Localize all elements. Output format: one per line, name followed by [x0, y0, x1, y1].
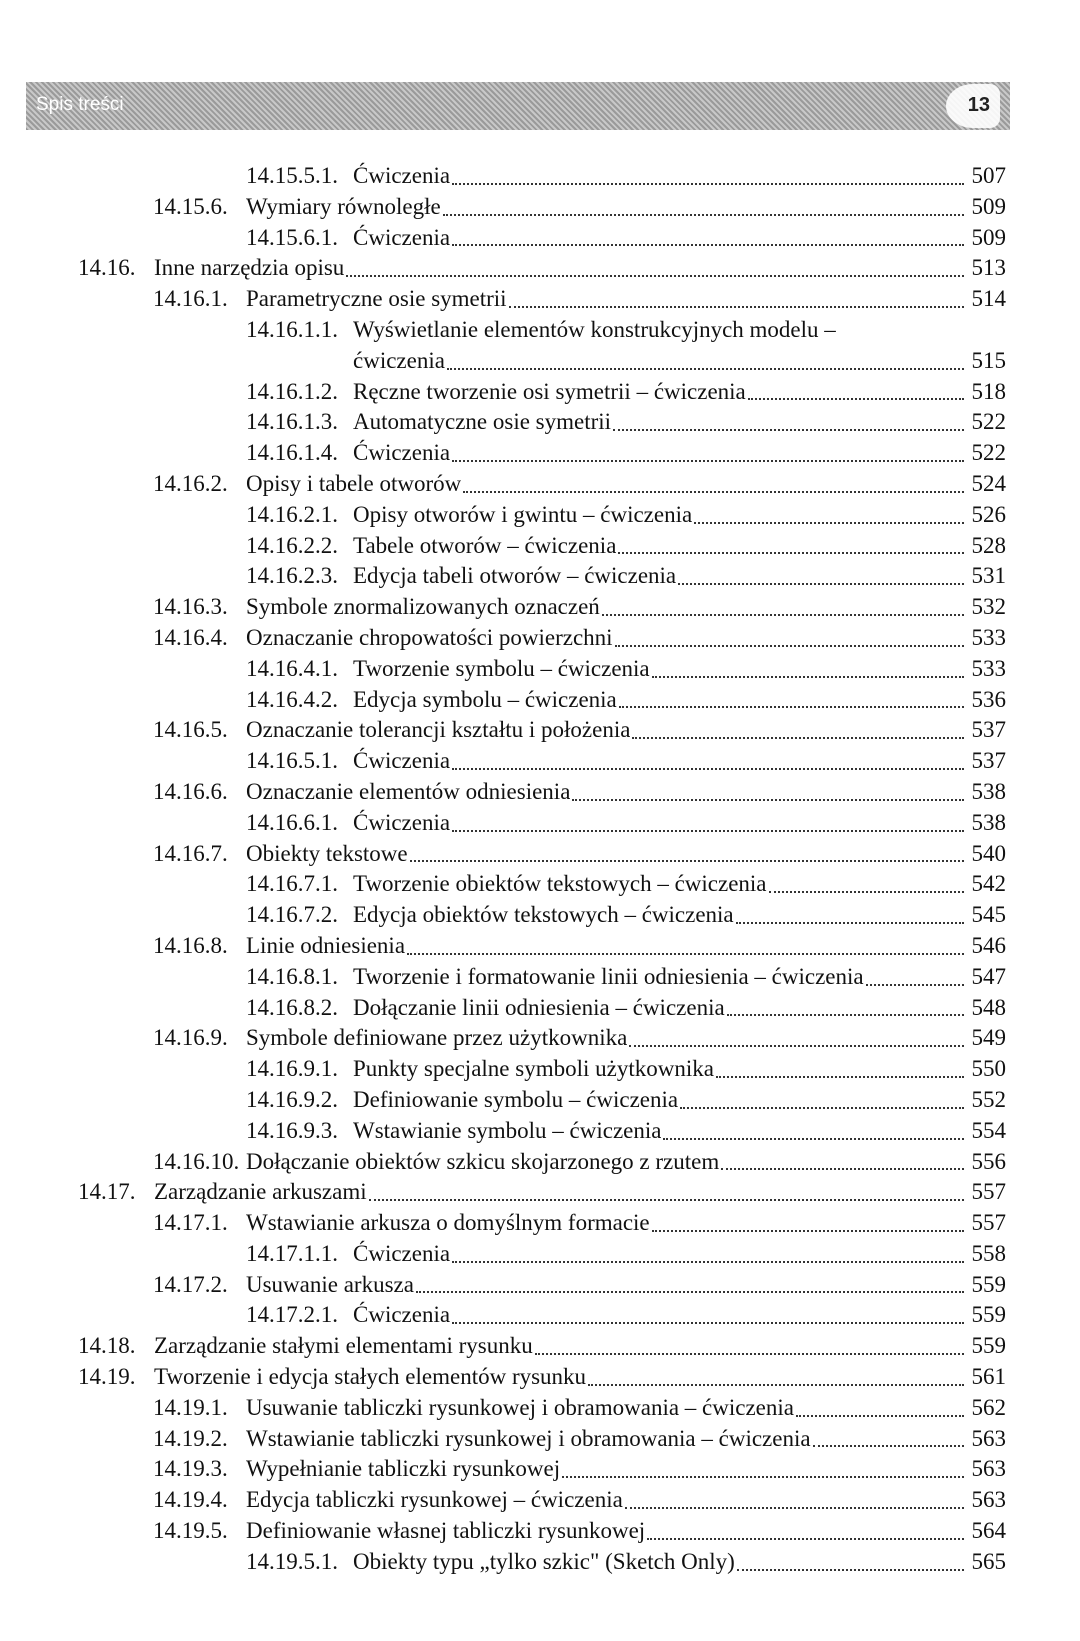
toc-entry-title: Ćwiczenia [353, 440, 451, 466]
toc-entry [0, 715, 1080, 746]
dot-leader [652, 676, 964, 678]
toc-entry-page: 536 [971, 686, 1006, 712]
toc-entry-title: Opisy otworów i gwintu – ćwiczenia [353, 501, 693, 527]
toc-entry-title: Ćwiczenia [353, 163, 451, 188]
dot-leader [588, 1384, 964, 1386]
toc-entry-title: Linie odniesienia [246, 932, 406, 958]
toc-entry-page: 545 [971, 902, 1006, 928]
toc-entry-page: 532 [971, 594, 1006, 620]
toc-entry [0, 161, 1080, 192]
toc-entry-page: 509 [971, 224, 1006, 250]
toc-entry-page: 513 [971, 255, 1006, 281]
toc-entry-title: Ćwiczenia [353, 1302, 451, 1328]
toc-entry-number: 14.19.2. [153, 1425, 228, 1451]
toc-entry [0, 685, 1080, 716]
toc-entry-title: Ćwiczenia [353, 809, 451, 835]
dot-leader [452, 768, 964, 770]
toc-entry [0, 654, 1080, 685]
toc-entry-page: 548 [971, 994, 1006, 1020]
toc-entry-title: Oznaczanie tolerancji kształtu i położenia [246, 717, 631, 743]
toc-entry [0, 1485, 1080, 1516]
toc-entry-number: 14.16.2.2. [246, 532, 338, 558]
toc-entry-page: 552 [971, 1086, 1006, 1112]
toc-entry-title: Automatyczne osie symetrii [353, 409, 612, 435]
dot-leader [813, 1445, 964, 1447]
toc-entry-number: 14.16.8.2. [246, 994, 338, 1020]
toc-entry-page: 509 [971, 193, 1006, 219]
toc-entry [0, 407, 1080, 438]
dot-leader [796, 1415, 964, 1417]
toc-entry-title: Wyświetlanie elementów konstrukcyjnych modelu – [353, 316, 836, 342]
toc-entry-title: Obiekty typu „tylko szkic" (Sketch Only) [353, 1548, 735, 1574]
dot-leader [615, 645, 964, 647]
toc-entry [0, 1393, 1080, 1424]
toc-entry-number: 14.16.5.1. [246, 748, 338, 774]
toc-entry-page: 562 [971, 1394, 1006, 1420]
toc-entry-title: Tworzenie obiektów tekstowych – ćwiczenia [353, 871, 767, 897]
toc-entry-title: Tworzenie i formatowanie linii odniesienia – ćwiczenia [353, 963, 864, 989]
toc-entry-title: Edycja tabeli otworów – ćwiczenia [353, 563, 677, 589]
toc-entry-page: 564 [971, 1518, 1006, 1544]
toc-entry-title: Dołączanie linii odniesienia – ćwiczenia [353, 994, 725, 1020]
toc-entry-page: 507 [971, 163, 1006, 188]
toc-entry-page: 537 [971, 748, 1006, 774]
toc-entry-number: 14.19. [78, 1364, 136, 1390]
toc-entry-page: 550 [971, 1056, 1006, 1082]
dot-leader [721, 1168, 964, 1170]
toc-entry-number: 14.15.6.1. [246, 224, 338, 250]
toc-entry-page: 514 [971, 286, 1006, 312]
toc-entry-number: 14.16.6.1. [246, 809, 338, 835]
dot-leader [452, 183, 964, 185]
dot-leader [618, 552, 964, 554]
toc-entry-title: Inne narzędzia opisu [154, 255, 345, 281]
toc-entry-title: Symbole definiowane przez użytkownika [246, 1025, 628, 1051]
toc-entry [0, 253, 1080, 284]
toc-entry-number: 14.16.1.3. [246, 409, 338, 435]
dot-leader [509, 306, 964, 308]
toc-entry-number: 14.16.2.1. [246, 501, 338, 527]
dot-leader [680, 1107, 964, 1109]
dot-leader [652, 1230, 964, 1232]
toc-entry-number: 14.16.8. [153, 932, 228, 958]
toc-entry-title: Wstawianie tabliczki rysunkowej i obramowania – ćwiczenia [246, 1425, 811, 1451]
toc-entry-title: Tworzenie symbolu – ćwiczenia [353, 655, 650, 681]
toc-entry-title: Tabele otworów – ćwiczenia [353, 532, 617, 558]
toc-entry-page: 538 [971, 809, 1006, 835]
table-of-contents [0, 161, 1080, 1578]
toc-entry-number: 14.16.9. [153, 1025, 228, 1051]
dot-leader [727, 1014, 964, 1016]
toc-entry [0, 346, 1080, 377]
toc-entry-number: 14.16.4.2. [246, 686, 338, 712]
toc-entry-number: 14.17. [78, 1179, 136, 1205]
toc-entry [0, 1547, 1080, 1578]
dot-leader [447, 368, 964, 370]
toc-entry-title: Wymiary równoległe [246, 193, 441, 219]
toc-entry-number: 14.16.1.4. [246, 440, 338, 466]
toc-entry-number: 14.19.5.1. [246, 1548, 338, 1574]
toc-entry-title: Parametryczne osie symetrii [246, 286, 507, 312]
toc-entry [0, 438, 1080, 469]
toc-entry [0, 1270, 1080, 1301]
dot-leader [452, 244, 964, 246]
toc-entry-number: 14.19.4. [153, 1487, 228, 1513]
dot-leader [625, 1507, 964, 1509]
toc-entry-number: 14.16.4. [153, 624, 228, 650]
page-number: 13 [967, 94, 990, 116]
toc-entry-number: 14.15.6. [153, 193, 228, 219]
toc-entry [0, 1516, 1080, 1547]
toc-entry-number: 14.19.1. [153, 1394, 228, 1420]
toc-entry-title: Ćwiczenia [353, 1240, 451, 1266]
toc-entry [0, 993, 1080, 1024]
toc-entry [0, 1054, 1080, 1085]
toc-entry [0, 531, 1080, 562]
toc-entry-title: Wypełnianie tabliczki rysunkowej [246, 1456, 561, 1482]
dot-leader [535, 1353, 964, 1355]
toc-entry-title: Edycja tabliczki rysunkowej – ćwiczenia [246, 1487, 623, 1513]
dot-leader [452, 830, 964, 832]
toc-entry-number: 14.16.2. [153, 470, 228, 496]
toc-entry-number: 14.16.3. [153, 594, 228, 620]
toc-entry [0, 1454, 1080, 1485]
toc-entry-number: 14.16.7.1. [246, 871, 338, 897]
toc-entry-number: 14.16.9.2. [246, 1086, 338, 1112]
toc-entry-number: 14.15.5.1. [246, 163, 338, 188]
dot-leader [416, 1291, 964, 1293]
toc-entry [0, 223, 1080, 254]
dot-leader [602, 614, 964, 616]
toc-entry-number: 14.16.10. [153, 1148, 240, 1174]
toc-entry [0, 808, 1080, 839]
toc-entry-number: 14.16.9.3. [246, 1117, 338, 1143]
dot-leader [716, 1076, 964, 1078]
toc-entry-number: 14.16.1.2. [246, 378, 338, 404]
toc-entry [0, 900, 1080, 931]
toc-entry-page: 546 [971, 932, 1006, 958]
toc-entry [0, 592, 1080, 623]
toc-entry-title: Opisy i tabele otworów [246, 470, 462, 496]
dot-leader [562, 1476, 964, 1478]
toc-entry-title: Zarządzanie arkuszami [154, 1179, 367, 1205]
dot-leader [443, 214, 964, 216]
dot-leader [572, 799, 964, 801]
dot-leader [407, 953, 964, 955]
toc-entry-page: 559 [971, 1302, 1006, 1328]
dot-leader [452, 460, 964, 462]
toc-entry-page: 563 [971, 1425, 1006, 1451]
toc-entry-title: Tworzenie i edycja stałych elementów rysunku [154, 1364, 587, 1390]
dot-leader [694, 522, 964, 524]
toc-entry [0, 1208, 1080, 1239]
toc-entry-title: Ręczne tworzenie osi symetrii – ćwiczenia [353, 378, 746, 404]
toc-entry-page: 533 [971, 655, 1006, 681]
toc-entry-number: 14.16.2.3. [246, 563, 338, 589]
toc-entry-page: 556 [971, 1148, 1006, 1174]
toc-entry [0, 1424, 1080, 1455]
toc-entry [0, 777, 1080, 808]
toc-entry-title: Wstawianie arkusza o domyślnym formacie [246, 1210, 650, 1236]
toc-entry [0, 1085, 1080, 1116]
toc-entry-number: 14.16.9.1. [246, 1056, 338, 1082]
toc-entry-page: 563 [971, 1456, 1006, 1482]
toc-entry-number: 14.16. [78, 255, 136, 281]
toc-entry-number: 14.16.1. [153, 286, 228, 312]
dot-leader [619, 706, 964, 708]
dot-leader [632, 737, 964, 739]
toc-entry-title: Zarządzanie stałymi elementami rysunku [154, 1333, 533, 1359]
dot-leader [369, 1199, 964, 1201]
toc-entry-title: ćwiczenia [353, 347, 445, 373]
toc-entry-number: 14.16.8.1. [246, 963, 338, 989]
dot-leader [346, 275, 964, 277]
toc-entry-page: 524 [971, 470, 1006, 496]
toc-entry-title: Punkty specjalne symboli użytkownika [353, 1056, 714, 1082]
toc-entry [0, 284, 1080, 315]
toc-entry [0, 561, 1080, 592]
toc-entry-page: 542 [971, 871, 1006, 897]
dot-leader [452, 1322, 964, 1324]
toc-entry-page: 557 [971, 1210, 1006, 1236]
dot-leader [463, 491, 964, 493]
toc-entry [0, 500, 1080, 531]
toc-entry [0, 962, 1080, 993]
toc-entry [0, 869, 1080, 900]
toc-entry-number: 14.16.4.1. [246, 655, 338, 681]
toc-entry-page: 557 [971, 1179, 1006, 1205]
toc-entry [0, 1147, 1080, 1178]
toc-entry-number: 14.19.5. [153, 1518, 228, 1544]
toc-entry [0, 1331, 1080, 1362]
dot-leader [736, 922, 964, 924]
toc-entry-page: 526 [971, 501, 1006, 527]
toc-entry [0, 1239, 1080, 1270]
toc-entry [0, 746, 1080, 777]
toc-entry-page: 559 [971, 1271, 1006, 1297]
toc-entry-number: 14.17.2.1. [246, 1302, 338, 1328]
toc-entry-title: Definiowanie własnej tabliczki rysunkowej [246, 1518, 646, 1544]
toc-entry [0, 192, 1080, 223]
toc-entry-number: 14.16.7.2. [246, 902, 338, 928]
toc-entry-number: 14.16.7. [153, 840, 228, 866]
dot-leader [647, 1538, 964, 1540]
toc-entry-page: 538 [971, 778, 1006, 804]
toc-entry-page: 522 [971, 440, 1006, 466]
toc-entry-title: Obiekty tekstowe [246, 840, 408, 866]
toc-entry [0, 1116, 1080, 1147]
toc-entry-page: 558 [971, 1240, 1006, 1266]
toc-entry-title: Definiowanie symbolu – ćwiczenia [353, 1086, 679, 1112]
toc-entry-page: 518 [971, 378, 1006, 404]
toc-entry [0, 623, 1080, 654]
toc-entry-page: 528 [971, 532, 1006, 558]
toc-entry-page: 515 [971, 347, 1006, 373]
toc-entry-number: 14.16.1.1. [246, 316, 338, 342]
toc-entry [0, 377, 1080, 408]
toc-entry-title: Ćwiczenia [353, 748, 451, 774]
toc-entry [0, 839, 1080, 870]
toc-entry-page: 531 [971, 563, 1006, 589]
dot-leader [452, 1261, 964, 1263]
dot-leader [866, 984, 964, 986]
toc-entry [0, 469, 1080, 500]
dot-leader [410, 860, 964, 862]
toc-entry-title: Oznaczanie chropowatości powierzchni [246, 624, 613, 650]
toc-entry-page: 549 [971, 1025, 1006, 1051]
toc-entry-title: Symbole znormalizowanych oznaczeń [246, 594, 600, 620]
toc-entry-page: 533 [971, 624, 1006, 650]
toc-entry-page: 522 [971, 409, 1006, 435]
toc-entry-page: 561 [971, 1364, 1006, 1390]
toc-entry-page: 537 [971, 717, 1006, 743]
toc-entry-page: 559 [971, 1333, 1006, 1359]
toc-entry-page: 565 [971, 1548, 1006, 1574]
toc-entry-title: Wstawianie symbolu – ćwiczenia [353, 1117, 662, 1143]
dot-leader [769, 891, 964, 893]
toc-entry-number: 14.19.3. [153, 1456, 228, 1482]
toc-entry-number: 14.16.5. [153, 717, 228, 743]
toc-entry-title: Usuwanie tabliczki rysunkowej i obramowania – ćwiczenia [246, 1394, 794, 1420]
toc-entry-number: 14.16.6. [153, 778, 228, 804]
toc-entry-page: 540 [971, 840, 1006, 866]
toc-entry-page: 554 [971, 1117, 1006, 1143]
toc-entry [0, 931, 1080, 962]
running-header [26, 82, 1010, 130]
toc-entry-title: Ćwiczenia [353, 224, 451, 250]
toc-entry [0, 1177, 1080, 1208]
dot-leader [678, 583, 964, 585]
toc-entry-number: 14.17.1. [153, 1210, 228, 1236]
toc-entry-title: Edycja symbolu – ćwiczenia [353, 686, 617, 712]
dot-leader [737, 1569, 964, 1571]
toc-entry-number: 14.18. [78, 1333, 136, 1359]
toc-entry-title: Dołączanie obiektów szkicu skojarzonego z rzutem [246, 1148, 720, 1174]
dot-leader [663, 1138, 964, 1140]
dot-leader [748, 398, 964, 400]
toc-entry [0, 1023, 1080, 1054]
dot-leader [629, 1045, 964, 1047]
toc-entry-page: 547 [971, 963, 1006, 989]
toc-entry-title: Oznaczanie elementów odniesienia [246, 778, 571, 804]
toc-entry-number: 14.17.2. [153, 1271, 228, 1297]
toc-entry [0, 1362, 1080, 1393]
toc-entry [0, 1300, 1080, 1331]
toc-entry-title: Usuwanie arkusza [246, 1271, 414, 1297]
toc-entry-number: 14.17.1.1. [246, 1240, 338, 1266]
header-section-title: Spis treści [36, 94, 124, 115]
toc-entry-title: Edycja obiektów tekstowych – ćwiczenia [353, 902, 734, 928]
toc-entry [0, 315, 1080, 346]
dot-leader [613, 429, 964, 431]
toc-entry-page: 563 [971, 1487, 1006, 1513]
